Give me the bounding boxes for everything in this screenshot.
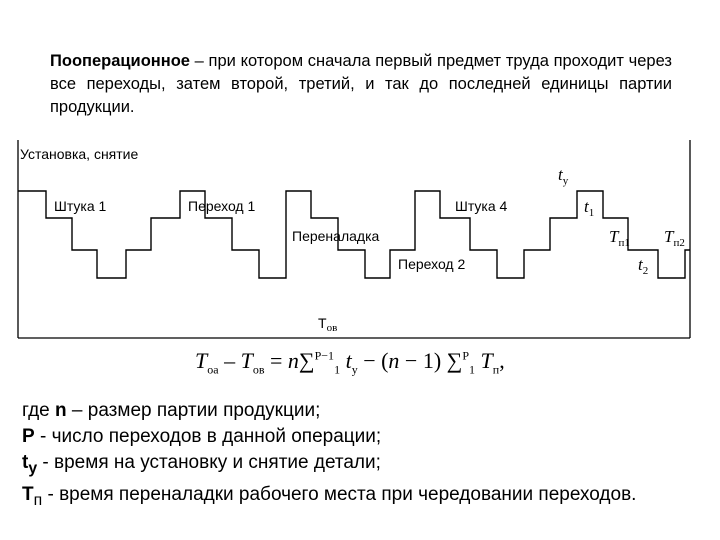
- label-piece-4: Штука 4: [455, 198, 508, 214]
- def-n: где n – размер партии продукции;: [22, 400, 321, 421]
- symbol-t-p1: $T_{п1}$: [609, 227, 630, 249]
- symbol-t-p2: $T_{п2}$: [664, 227, 685, 249]
- label-transition-1: Переход 1: [188, 198, 256, 214]
- intro-text: – при котором сначала первый предмет труда проходит через все переходы, затем второй, третий, и так до последней единицы партии продукции.: [50, 52, 672, 116]
- formula: $T_{оа} - T_{ов} = n\sum^{P-1}_1$ $t_у - (n - 1)$ ∑$^P_1$ $T_п$,: [195, 348, 505, 377]
- symbol-t-1: $t_1$: [584, 197, 595, 219]
- symbol-t-2: $t_2$: [638, 255, 649, 277]
- definitions: [22, 398, 704, 514]
- label-t-ov: $Т_{ов}$: [318, 315, 338, 334]
- label-transition-2: Переход 2: [398, 256, 466, 272]
- def-tp: $T_п$ - время переналадки рабочего места при чередовании переходов.: [22, 483, 637, 509]
- label-piece-1: Штука 1: [54, 198, 107, 214]
- label-install: Установка, снятие: [20, 146, 139, 162]
- def-p: P - число переходов в данной операции;: [22, 426, 382, 447]
- label-readjust: Переналадка: [292, 228, 380, 244]
- intro-term: Пооперационное: [50, 52, 190, 70]
- def-ty: $t_у$ - время на установку и снятие детали;: [22, 452, 381, 477]
- symbol-t-y: $t_у$: [558, 165, 569, 187]
